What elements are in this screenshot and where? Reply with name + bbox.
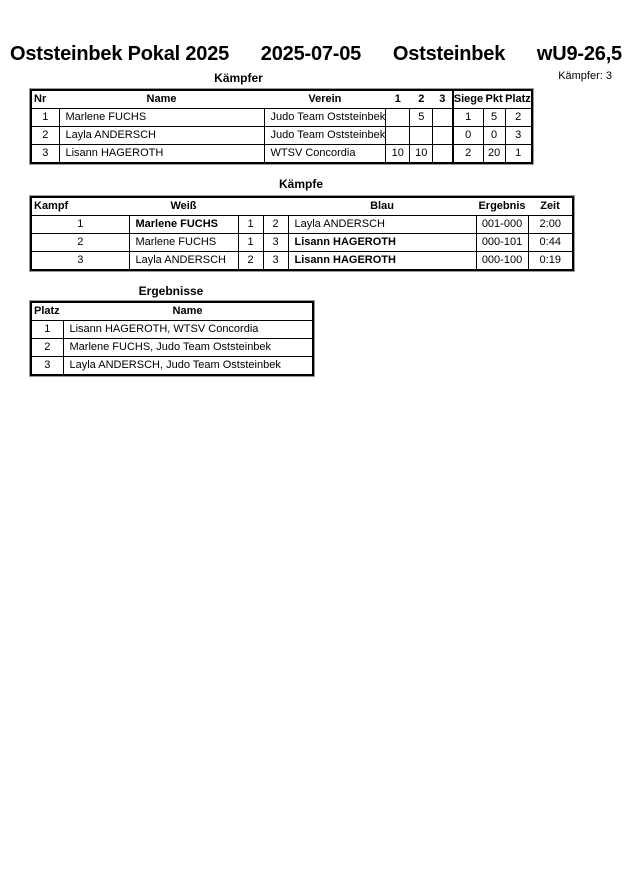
cell-pkt: 5 xyxy=(483,109,505,127)
kaempfer-row xyxy=(31,145,532,164)
cell-round1 xyxy=(386,109,410,127)
cell-verein: WTSV Concordia xyxy=(264,145,386,164)
cell-round3 xyxy=(433,127,453,145)
cell-weiss-nr: 1 xyxy=(238,216,263,234)
col-header-round3: 3 xyxy=(433,90,453,109)
cell-zeit: 0:19 xyxy=(528,252,573,271)
cell-platz: 1 xyxy=(31,321,63,339)
cell-round2 xyxy=(410,127,433,145)
cell-name: Marlene FUCHS, Judo Team Oststeinbek xyxy=(63,339,313,357)
cell-name: Layla ANDERSCH xyxy=(59,127,264,145)
kaempfer-table xyxy=(30,89,533,164)
ergebnisse-table-title: Ergebnisse xyxy=(138,284,204,298)
ergebnisse-row xyxy=(31,339,313,357)
cell-weiss-nr: 1 xyxy=(238,234,263,252)
cell-platz: 2 xyxy=(505,109,532,127)
col-header-pkt: Pkt xyxy=(483,90,505,109)
kaempfe-header-row xyxy=(31,197,573,216)
col-header-round1: 1 xyxy=(386,90,410,109)
cell-name: Layla ANDERSCH, Judo Team Oststeinbek xyxy=(63,357,313,376)
cell-nr: 2 xyxy=(31,127,59,145)
kaempfe-table-title: Kämpfe xyxy=(278,177,323,191)
kaempfer-row xyxy=(31,127,532,145)
col-header-zeit: Zeit xyxy=(528,197,573,216)
col-header-name: Name xyxy=(59,90,264,109)
cell-zeit: 2:00 xyxy=(528,216,573,234)
cell-round2: 5 xyxy=(410,109,433,127)
col-header-weiss-nr xyxy=(238,197,263,216)
cell-pkt: 20 xyxy=(483,145,505,164)
cell-blau-nr: 3 xyxy=(263,252,288,271)
cell-siege: 1 xyxy=(453,109,483,127)
cell-nr: 3 xyxy=(31,145,59,164)
page-title xyxy=(10,42,622,66)
col-header-kampf: Kampf xyxy=(31,197,129,216)
title-event: Oststeinbek Pokal 2025 xyxy=(10,43,230,65)
col-header-weiss: Weiß xyxy=(129,197,238,216)
col-header-platz: Platz xyxy=(31,302,63,321)
cell-round1 xyxy=(386,127,410,145)
col-header-siege: Siege xyxy=(453,90,483,109)
title-category: wU9-26,5 xyxy=(536,43,622,65)
cell-blau: Lisann HAGEROTH xyxy=(288,234,476,252)
kaempfer-header-row xyxy=(31,90,532,109)
col-header-nr: Nr xyxy=(31,90,59,109)
cell-round1: 10 xyxy=(386,145,410,164)
cell-kampf: 1 xyxy=(31,216,129,234)
cell-kampf: 2 xyxy=(31,234,129,252)
col-header-name: Name xyxy=(63,302,313,321)
cell-blau: Lisann HAGEROTH xyxy=(288,252,476,271)
kaempfe-row xyxy=(31,216,573,234)
cell-pkt: 0 xyxy=(483,127,505,145)
cell-siege: 2 xyxy=(453,145,483,164)
kaempfer-row xyxy=(31,109,532,127)
cell-platz: 3 xyxy=(505,127,532,145)
cell-ergebnis: 000-100 xyxy=(476,252,528,271)
fighter-count-label: Kämpfer: 3 xyxy=(558,70,612,82)
title-location: Oststeinbek xyxy=(392,43,506,65)
cell-blau: Layla ANDERSCH xyxy=(288,216,476,234)
cell-name: Lisann HAGEROTH, WTSV Concordia xyxy=(63,321,313,339)
col-header-ergebnis: Ergebnis xyxy=(476,197,528,216)
ergebnisse-row xyxy=(31,321,313,339)
col-header-round2: 2 xyxy=(410,90,433,109)
cell-round2: 10 xyxy=(410,145,433,164)
cell-weiss: Marlene FUCHS xyxy=(129,234,238,252)
cell-weiss: Layla ANDERSCH xyxy=(129,252,238,271)
title-date: 2025-07-05 xyxy=(260,43,362,65)
kaempfe-table xyxy=(30,196,574,271)
ergebnisse-row xyxy=(31,357,313,376)
kaempfe-row xyxy=(31,234,573,252)
cell-ergebnis: 001-000 xyxy=(476,216,528,234)
cell-name: Lisann HAGEROTH xyxy=(59,145,264,164)
cell-nr: 1 xyxy=(31,109,59,127)
cell-platz: 3 xyxy=(31,357,63,376)
cell-platz: 2 xyxy=(31,339,63,357)
cell-verein: Judo Team Oststeinbek xyxy=(264,127,386,145)
cell-kampf: 3 xyxy=(31,252,129,271)
cell-blau-nr: 2 xyxy=(263,216,288,234)
cell-siege: 0 xyxy=(453,127,483,145)
cell-platz: 1 xyxy=(505,145,532,164)
cell-weiss-nr: 2 xyxy=(238,252,263,271)
cell-blau-nr: 3 xyxy=(263,234,288,252)
cell-name: Marlene FUCHS xyxy=(59,109,264,127)
kaempfe-row xyxy=(31,252,573,271)
cell-round3 xyxy=(433,145,453,164)
cell-zeit: 0:44 xyxy=(528,234,573,252)
col-header-platz: Platz xyxy=(505,90,532,109)
cell-weiss: Marlene FUCHS xyxy=(129,216,238,234)
kaempfer-table-title: Kämpfer xyxy=(214,71,263,85)
col-header-blau: Blau xyxy=(288,197,476,216)
cell-ergebnis: 000-101 xyxy=(476,234,528,252)
col-header-verein: Verein xyxy=(264,90,386,109)
cell-round3 xyxy=(433,109,453,127)
cell-verein: Judo Team Oststeinbek xyxy=(264,109,386,127)
ergebnisse-header-row xyxy=(31,302,313,321)
col-header-blau-nr xyxy=(263,197,288,216)
ergebnisse-table xyxy=(30,301,314,376)
